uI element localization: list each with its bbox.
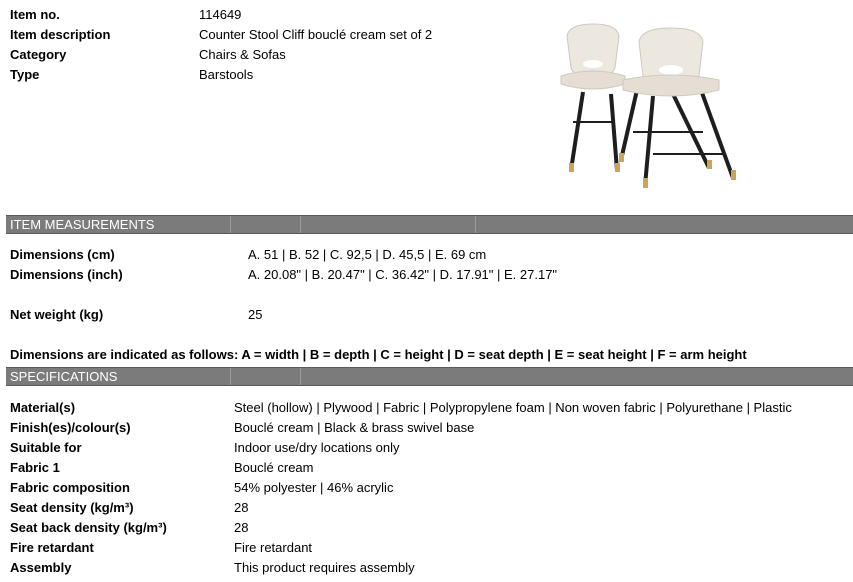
specifications-title: SPECIFICATIONS — [10, 369, 118, 384]
item-no-value: 114649 — [199, 7, 242, 22]
dimensions-cm-label: Dimensions (cm) — [10, 247, 115, 262]
category-value: Chairs & Sofas — [199, 47, 286, 62]
spec-label: Material(s) — [10, 400, 76, 415]
back-stool — [561, 24, 625, 172]
spec-label: Suitable for — [10, 440, 82, 455]
spec-value: 54% polyester | 46% acrylic — [234, 480, 394, 495]
dimensions-legend-note: Dimensions are indicated as follows: A = width | B = depth | C = height | D = seat depth | E = seat height | F = arm height — [10, 347, 747, 362]
spec-value: Bouclé cream — [234, 460, 314, 475]
spec-value: 28 — [234, 520, 249, 535]
item-description-value: Counter Stool Cliff bouclé cream set of 2 — [199, 27, 433, 42]
spec-label: Fire retardant — [10, 540, 94, 555]
spec-value: 28 — [234, 500, 249, 515]
spec-value: Indoor use/dry locations only — [234, 440, 400, 455]
net-weight-label: Net weight (kg) — [10, 307, 104, 322]
category-label: Category — [10, 47, 67, 62]
spec-label: Assembly — [10, 560, 72, 575]
item-measurements-header — [6, 215, 853, 234]
spec-value: Steel (hollow) | Plywood | Fabric | Polypropylene foam | Non woven fabric | Polyurethane | Plastic — [234, 400, 792, 415]
spec-label: Fabric composition — [10, 480, 130, 495]
dimensions-inch-label: Dimensions (inch) — [10, 267, 123, 282]
front-stool — [619, 28, 736, 188]
spec-label: Seat back density (kg/m³) — [10, 520, 167, 535]
dimensions-cm-value: A. 51 | B. 52 | C. 92,5 | D. 45,5 | E. 69 cm — [248, 247, 487, 262]
spec-value: Bouclé cream | Black & brass swivel base — [234, 420, 475, 435]
type-value: Barstools — [199, 67, 254, 82]
specifications-header — [6, 367, 853, 386]
item-measurements-title: ITEM MEASUREMENTS — [10, 217, 155, 232]
spec-label: Finish(es)/colour(s) — [10, 420, 131, 435]
dimensions-inch-value: A. 20.08" | B. 20.47" | C. 36.42" | D. 17.91" | E. 27.17" — [248, 267, 558, 282]
item-no-label: Item no. — [10, 7, 60, 22]
net-weight-value: 25 — [248, 307, 263, 322]
spec-value: Fire retardant — [234, 540, 313, 555]
spec-value: This product requires assembly — [234, 560, 415, 575]
product-image — [553, 20, 763, 200]
item-description-label: Item description — [10, 27, 111, 42]
type-label: Type — [10, 67, 40, 82]
spec-label: Seat density (kg/m³) — [10, 500, 134, 515]
spec-label: Fabric 1 — [10, 460, 60, 475]
